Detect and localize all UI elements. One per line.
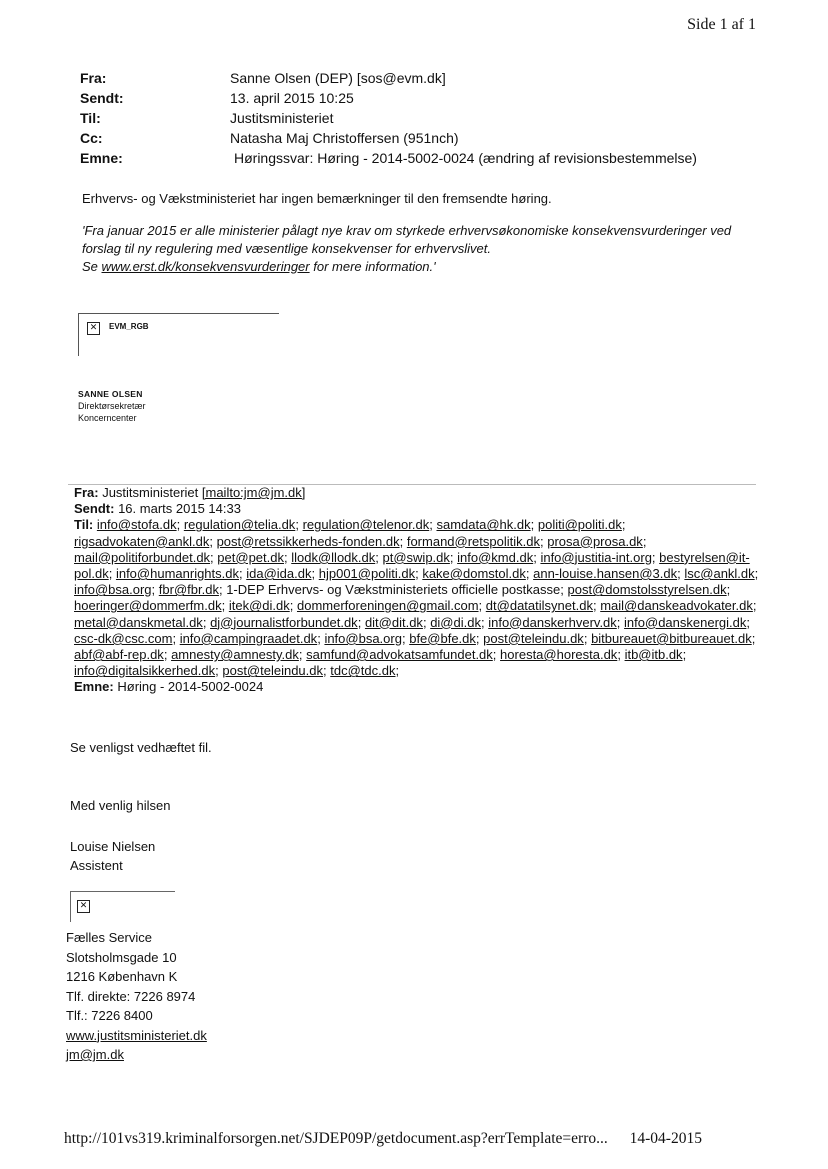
- impact-notice: [82, 222, 772, 276]
- header-row-from: [80, 68, 697, 88]
- header-value: Høringssvar: Høring - 2014-5002-0024 (ændring af revisionsbestemmelse): [234, 150, 697, 166]
- header-label: Til:: [80, 110, 101, 126]
- recipient-link[interactable]: dit@dit.dk: [364, 614, 423, 630]
- footer-url: http://101vs319.kriminalforsorgen.net/SJDEP09P/getdocument.asp?errTemplate=erro...: [64, 1130, 608, 1147]
- signature-name: Louise Nielsen: [70, 839, 156, 854]
- recipient-link[interactable]: politi@politi.dk: [537, 517, 622, 533]
- signature-title: Direktørsekretær: [78, 401, 146, 411]
- fwd-sent-value: 16. marts 2015 14:33: [118, 501, 241, 517]
- recipient-link[interactable]: rigsadvokaten@ankl.dk: [74, 533, 210, 549]
- fwd-label: Emne:: [74, 679, 114, 695]
- address-street: Slotsholmsgade 10: [66, 949, 177, 965]
- recipient-link[interactable]: info@danskerhverv.dk: [488, 614, 617, 630]
- recipient-link[interactable]: kake@domstol.dk: [422, 566, 526, 582]
- recipient-link[interactable]: samdata@hk.dk: [436, 517, 531, 533]
- fwd-to: Til: info@stofa.dk; regulation@telia.dk; regulation@telenor.dk; samdata@hk.dk; politi@politi.dk; rigsadvokaten@ankl.dk; post@retssikkerheds-fonden.dk; formand@retspolitik.dk; prosa@prosa.dk; mail@politiforbundet.dk; pet@pet.dk; llodk@llodk.dk; pt@swip.dk; info@kmd.dk; info@justitia-int.org; bestyrelsen@it-pol.dk; info@humanrights.dk; ida@ida.dk; hjp001@politi.dk; kake@domstol.dk; ann-louise.hansen@3.dk; lsc@ankl.dk; info@bsa.org; fbr@fbr.dk; 1-DEP Erhvervs- og Vækstministeriets officielle postkasse; post@domstolsstyrelsen.dk; hoeringer@dommerfm.dk; itek@di.dk; dommerforeningen@gmail.com; dt@datatilsynet.dk; mail@danskeadvokater.dk; metal@danskmetal.dk; dj@journalistforbundet.dk; dit@dit.dk; di@di.dk; info@danskerhverv.dk; info@danskenergi.dk; csc-dk@csc.com; info@campingraadet.dk; info@bsa.org; bfe@bfe.dk; post@teleindu.dk; bitbureauet@bitbureauet.dk; abf@abf-rep.dk; amnesty@amnesty.dk; samfund@advokatsamfundet.dk; horesta@horesta.dk; itb@itb.dk; info@digitalsikkerhed.dk; post@teleindu.dk; tdc@tdc.dk;: [74, 517, 759, 679]
- image-alt-text: EVM_RGB: [109, 322, 149, 331]
- recipient-link[interactable]: info@bsa.org: [74, 582, 152, 598]
- signature-name: SANNE OLSEN: [78, 389, 143, 399]
- mailto-link[interactable]: [mailto:jm@jm.dk]: [201, 485, 306, 500]
- forwarded-email-header: [74, 485, 764, 696]
- recipient-link[interactable]: post@domstolsstyrelsen.dk: [567, 582, 727, 598]
- address-city: 1216 København K: [66, 969, 178, 984]
- logo-placeholder: [78, 313, 279, 356]
- address-phone-direct: Tlf. direkte: 7226 8974: [66, 988, 196, 1004]
- recipient-link[interactable]: post@teleindu.dk: [222, 663, 324, 679]
- signature-dept: Koncerncenter: [78, 413, 137, 423]
- print-footer: [64, 1130, 720, 1148]
- recipient-link[interactable]: bestyrelsen@it-pol.dk: [74, 549, 750, 582]
- signature-block: [78, 388, 146, 424]
- fwd-from-value: Justitsministeriet: [102, 485, 199, 500]
- website-link[interactable]: www.justitsministeriet.dk: [66, 1027, 207, 1043]
- signature-block-2: [70, 837, 155, 875]
- recipient-link[interactable]: mail@politiforbundet.dk: [74, 549, 211, 565]
- konsekvens-link[interactable]: www.erst.dk/konsekvensvurderinger: [101, 259, 310, 274]
- notice-prefix: Se: [82, 259, 102, 274]
- recipient-link[interactable]: lsc@ankl.dk: [684, 566, 755, 582]
- recipient-link[interactable]: abf@abf-rep.dk: [74, 647, 164, 663]
- recipient-link[interactable]: info@justitia-int.org: [540, 549, 652, 565]
- recipient-link[interactable]: itek@di.dk: [228, 598, 290, 614]
- header-value: Sanne Olsen (DEP) [sos@evm.dk]: [230, 70, 446, 86]
- recipient-link[interactable]: post@retssikkerheds-fonden.dk: [216, 533, 400, 549]
- recipient-link[interactable]: dj@journalistforbundet.dk: [210, 614, 358, 630]
- header-row-sent: [80, 88, 697, 108]
- recipient-link[interactable]: dommerforeningen@gmail.com: [296, 598, 479, 614]
- recipient-link[interactable]: info@stofa.dk: [96, 517, 177, 533]
- recipient-link[interactable]: ida@ida.dk: [246, 566, 312, 582]
- recipient-link[interactable]: di@di.dk: [430, 614, 481, 630]
- recipient-link[interactable]: post@teleindu.dk: [483, 630, 584, 646]
- header-row-to: [80, 108, 697, 128]
- recipient-link[interactable]: ann-louise.hansen@3.dk: [533, 566, 678, 582]
- header-value: Natasha Maj Christoffersen (951nch): [230, 130, 459, 146]
- address-block: [66, 928, 207, 1065]
- recipient-link[interactable]: info@humanrights.dk: [115, 566, 239, 582]
- recipient-name: 1-DEP Erhvervs- og Vækstministeriets officielle postkasse: [226, 582, 561, 598]
- broken-image-icon: ✕: [77, 900, 90, 913]
- recipient-link[interactable]: formand@retspolitik.dk: [406, 533, 540, 549]
- recipient-link[interactable]: horesta@horesta.dk: [500, 647, 618, 663]
- fwd-label: Til:: [74, 517, 94, 533]
- email-link[interactable]: jm@jm.dk: [66, 1047, 124, 1062]
- recipient-link[interactable]: samfund@advokatsamfundet.dk: [306, 647, 493, 663]
- header-label: Cc:: [80, 130, 103, 146]
- recipient-link[interactable]: regulation@telia.dk: [183, 517, 296, 533]
- fwd-label: Fra:: [74, 485, 99, 500]
- recipient-link[interactable]: csc-dk@csc.com: [74, 630, 173, 646]
- header-value: 13. april 2015 10:25: [230, 90, 354, 106]
- recipient-link[interactable]: hoeringer@dommerfm.dk: [74, 598, 222, 614]
- header-label: Emne:: [80, 150, 123, 166]
- header-value: Justitsministeriet: [230, 110, 334, 126]
- email-header: [80, 68, 697, 168]
- recipient-link[interactable]: dt@datatilsynet.dk: [485, 598, 593, 614]
- fwd-subject-value: Høring - 2014-5002-0024: [117, 679, 264, 695]
- recipient-link[interactable]: fbr@fbr.dk: [158, 582, 219, 598]
- recipient-link[interactable]: info@kmd.dk: [457, 549, 534, 565]
- page-number: Side 1 af 1: [687, 16, 756, 33]
- recipient-link[interactable]: info@bsa.org: [324, 630, 402, 646]
- recipient-link[interactable]: hjp001@politi.dk: [318, 566, 416, 582]
- notice-text: 'Fra januar 2015 er alle ministerier pålagt nye krav om styrkede erhvervsøkonomiske konsekvensvurderinger ved forslag til ny regulering med væsentlige konsekvenser for erhvervslivet.: [82, 223, 732, 256]
- header-label: Fra:: [80, 70, 107, 86]
- recipient-link[interactable]: info@digitalsikkerhed.dk: [74, 663, 216, 679]
- recipient-link[interactable]: info@danskenergi.dk: [624, 614, 747, 630]
- broken-image-icon: ✕: [87, 322, 100, 335]
- recipient-link[interactable]: amnesty@amnesty.dk: [171, 647, 299, 663]
- recipient-link[interactable]: mail@danskeadvokater.dk: [600, 598, 753, 614]
- recipient-link[interactable]: pet@pet.dk: [217, 549, 284, 565]
- notice-link-line: [82, 258, 772, 276]
- address-phone: Tlf.: 7226 8400: [66, 1008, 153, 1023]
- recipient-link[interactable]: itb@itb.dk: [624, 647, 683, 663]
- footer-date: 14-04-2015: [629, 1130, 702, 1147]
- notice-suffix: for mere information.': [309, 259, 436, 274]
- recipient-link[interactable]: pt@swip.dk: [382, 549, 450, 565]
- header-label: Sendt:: [80, 90, 124, 106]
- recipient-link[interactable]: prosa@prosa.dk: [547, 533, 643, 549]
- address-unit: Fælles Service: [66, 930, 152, 945]
- recipient-link[interactable]: info@campingraadet.dk: [179, 630, 318, 646]
- recipient-link[interactable]: bfe@bfe.dk: [409, 630, 476, 646]
- body-paragraph: Erhvervs- og Vækstministeriet har ingen bemærkninger til den fremsendte høring.: [82, 191, 552, 206]
- signature-title: Assistent: [70, 858, 123, 873]
- fwd-subject: [74, 679, 764, 695]
- recipient-link[interactable]: metal@danskmetal.dk: [74, 614, 203, 630]
- fwd-sent: [74, 501, 764, 517]
- header-row-subject: [80, 148, 697, 168]
- recipient-link[interactable]: regulation@telenor.dk: [302, 517, 430, 533]
- fwd-from: [74, 485, 764, 501]
- greeting: Med venlig hilsen: [70, 798, 171, 813]
- header-row-cc: [80, 128, 697, 148]
- logo-placeholder-2: [70, 891, 175, 922]
- recipient-link[interactable]: llodk@llodk.dk: [291, 549, 376, 565]
- recipient-link[interactable]: tdc@tdc.dk: [330, 663, 396, 679]
- attachment-note: Se venligst vedhæftet fil.: [70, 740, 212, 755]
- recipient-link[interactable]: bitbureauet@bitbureauet.dk: [591, 630, 752, 646]
- fwd-label: Sendt:: [74, 501, 115, 517]
